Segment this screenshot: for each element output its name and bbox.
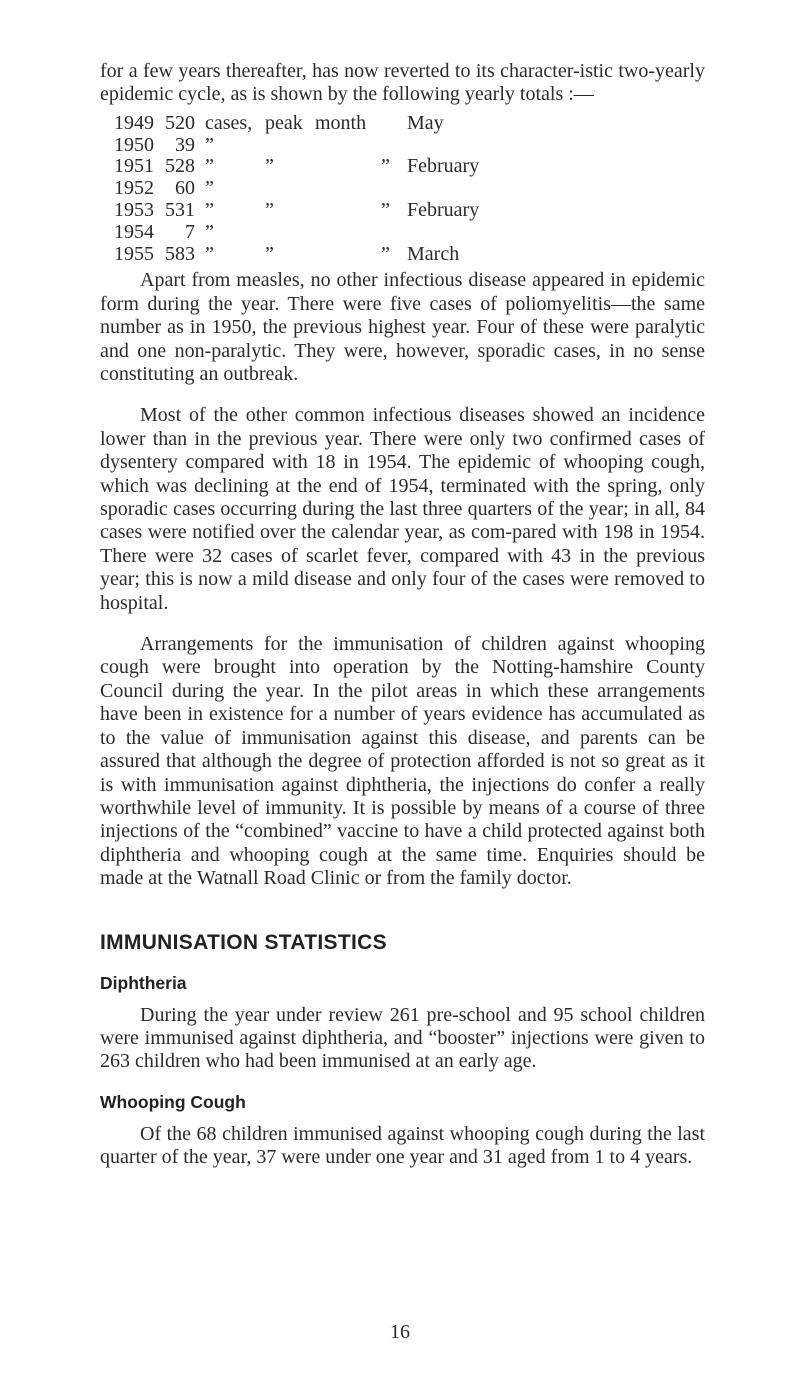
unit-cell: ”: [205, 220, 214, 243]
month-word-cell: [315, 244, 381, 266]
unit-cell: ”: [205, 133, 214, 156]
peak-month-cell: May: [407, 111, 444, 134]
cases-cell: 531: [165, 199, 195, 221]
peak-cell: peak: [265, 111, 303, 134]
ditto-cell: [381, 178, 407, 200]
table-row: [100, 156, 705, 178]
ditto-cell: [381, 222, 407, 244]
peak-month-cell: February: [407, 155, 480, 178]
year-cell: 1949: [114, 111, 154, 134]
table-row: [100, 200, 705, 222]
table-row: [100, 113, 705, 135]
cases-cell: 520: [165, 111, 195, 134]
peak-month-cell: February: [407, 199, 480, 221]
month-word-cell: [315, 135, 381, 157]
cases-cell: 39: [175, 133, 195, 156]
peak-cell: [265, 178, 315, 200]
month-word-cell: month: [315, 111, 367, 134]
year-cell: 1954: [114, 220, 154, 243]
cases-cell: 528: [165, 155, 195, 178]
unit-cell: ”: [205, 199, 214, 221]
ditto-cell: ”: [381, 199, 390, 221]
table-row: [100, 244, 705, 266]
month-word-cell: [315, 178, 381, 200]
peak-month-cell: March: [407, 242, 460, 265]
peak-cell: ”: [265, 199, 274, 221]
year-cell: 1953: [114, 199, 154, 221]
infectious-diseases-paragraph: Most of the other common infectious diseases showed an incidence lower than in the previous year. There were only two confirmed cases of dysentery compared with 18 in 1954. The epidemic of whooping cough, which was declining at the end of 1954, terminated with the spring, only sporadic cases occurring during the last three quarters of the year; in all, 84 cases were notified over the calendar year, as com-pared with 198 in 1954. There were 32 cases of scarlet fever, compared with 43 in the previous year; this is now a mild disease and only four of the cases were removed to hospital.: [100, 404, 705, 614]
arrangements-paragraph: Arrangements for the immunisation of children against whooping cough were brought into operation by the Notting-hamshire County Council during the year. In the pilot areas in which these arrangements have been in existence for a number of years evidence has accumulated as to the value of immunisation against this disease, and parents can be assured that although the degree of protection afforded is not so great as it is with immunisation against diphtheria, the injections do confer a really worthwhile level of immunity. It is possible by means of a course of three injections of the “combined” vaccine to have a child protected against both diphtheria and whooping cough at the same time. Enquiries should be made at the Watnall Road Clinic or from the family doctor.: [100, 633, 705, 890]
year-cell: 1955: [114, 242, 154, 265]
year-cell: 1951: [114, 155, 154, 178]
yearly-totals-table: [100, 113, 705, 266]
year-cell: 1950: [114, 133, 154, 156]
ditto-cell: ”: [381, 155, 390, 178]
peak-cell: [265, 222, 315, 244]
peak-cell: ”: [265, 242, 274, 265]
whooping-cough-paragraph: Of the 68 children immunised against whooping cough during the last quarter of the year, 37 were under one year and 31 aged from 1 to 4 years.: [100, 1122, 705, 1169]
unit-cell: ”: [205, 177, 214, 200]
unit-cell: ”: [205, 242, 214, 265]
month-word-cell: [315, 200, 381, 222]
whooping-cough-heading: Whooping Cough: [100, 1091, 246, 1112]
intro-paragraph: for a few years thereafter, has now reverted to its character-istic two-yearly epidemic cycle, as is shown by the following yearly totals :—: [100, 60, 705, 106]
section-title: IMMUNISATION STATISTICS: [100, 930, 387, 954]
cases-cell: 60: [175, 177, 195, 200]
measles-paragraph: Apart from measles, no other infectious disease appeared in epidemic form during the year. There were five cases of poliomyelitis—the same number as in 1950, the previous highest year. Four of these were paralytic and one non-paralytic. They were, however, sporadic cases, in no sense constituting an outbreak.: [100, 269, 705, 386]
ditto-cell: [381, 113, 407, 135]
diphtheria-paragraph: During the year under review 261 pre-school and 95 school children were immunised against diphtheria, and “booster” injections were given to 263 children who had been immunised at an early age.: [100, 1003, 705, 1073]
ditto-cell: ”: [381, 242, 390, 265]
diphtheria-heading: Diphtheria: [100, 972, 187, 993]
document-page: [100, 60, 705, 1188]
peak-cell: ”: [265, 155, 274, 178]
ditto-cell: [381, 135, 407, 157]
peak-cell: [265, 135, 315, 157]
month-word-cell: [315, 156, 381, 178]
table-row: [100, 135, 705, 157]
cases-cell: 583: [165, 242, 195, 265]
year-cell: 1952: [114, 177, 154, 200]
table-row: [100, 178, 705, 200]
cases-cell: 7: [185, 220, 195, 243]
page-number: 16: [390, 1321, 410, 1343]
month-word-cell: [315, 222, 381, 244]
unit-cell: cases,: [205, 111, 253, 134]
table-row: [100, 222, 705, 244]
unit-cell: ”: [205, 155, 214, 178]
